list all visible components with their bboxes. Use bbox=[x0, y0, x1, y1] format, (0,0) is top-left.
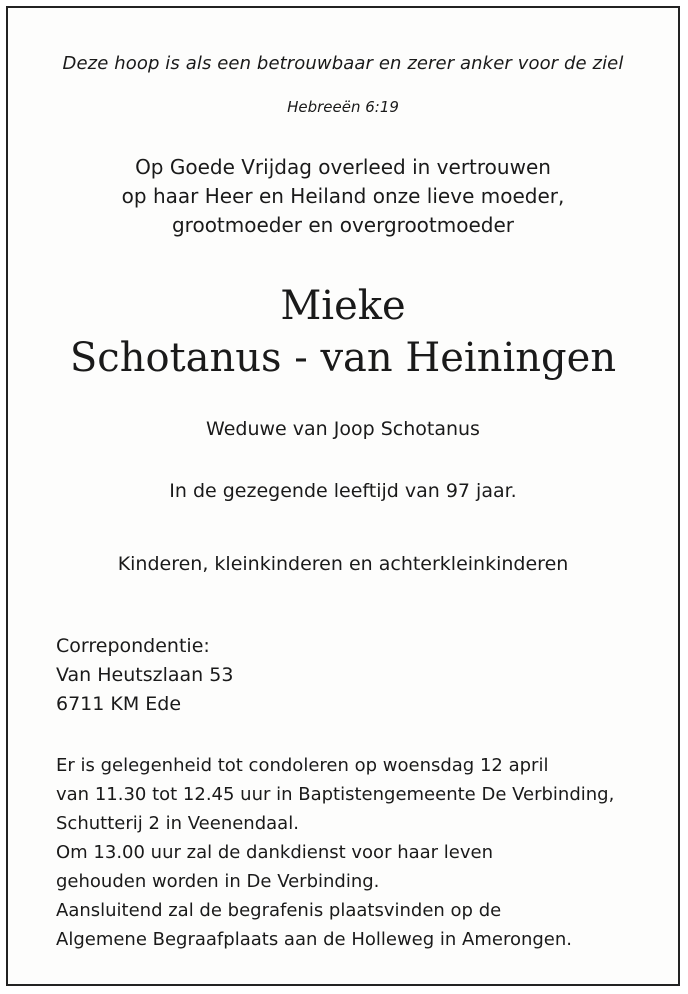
service-details bbox=[56, 751, 636, 954]
details-line: Schutterij 2 in Veenendaal. bbox=[56, 813, 299, 834]
intro-line: Op Goede Vrijdag overleed in vertrouwen bbox=[135, 155, 551, 179]
deceased-name bbox=[8, 280, 678, 384]
bible-verse: Deze hoop is als een betrouwbaar en zerer anker voor de ziel bbox=[62, 53, 624, 74]
details-line: Aansluitend zal de begrafenis plaatsvinden op de bbox=[56, 900, 502, 921]
announcement-frame bbox=[6, 6, 680, 986]
correspondence-street: Van Heutszlaan 53 bbox=[56, 664, 234, 686]
details-line: van 11.30 tot 12.45 uur in Baptistengemeente De Verbinding, bbox=[56, 784, 615, 805]
deceased-surname: Schotanus - van Heiningen bbox=[69, 335, 617, 381]
intro-line: grootmoeder en overgrootmoeder bbox=[171, 213, 515, 237]
correspondence-postal-city: 6711 KM Ede bbox=[56, 693, 182, 715]
age-line: In de gezegende leeftijd van 97 jaar. bbox=[169, 480, 517, 502]
details-line: Er is gelegenheid tot condoleren op woensdag 12 april bbox=[56, 755, 549, 776]
intro-line: op haar Heer en Heiland onze lieve moeder, bbox=[121, 184, 565, 208]
correspondence-label: Correpondentie: bbox=[56, 635, 210, 657]
deceased-first-name: Mieke bbox=[280, 283, 406, 329]
details-line: Algemene Begraafplaats aan de Holleweg in Amerongen. bbox=[56, 929, 573, 950]
widow-of-line: Weduwe van Joop Schotanus bbox=[206, 418, 480, 440]
details-line: gehouden worden in De Verbinding. bbox=[56, 871, 380, 892]
announcement-intro bbox=[8, 153, 678, 240]
family-line: Kinderen, kleinkinderen en achterkleinkinderen bbox=[117, 553, 569, 575]
bible-verse-reference: Hebreeën 6:19 bbox=[287, 98, 399, 116]
details-line: Om 13.00 uur zal de dankdienst voor haar leven bbox=[56, 842, 493, 863]
correspondence-address bbox=[56, 632, 233, 719]
